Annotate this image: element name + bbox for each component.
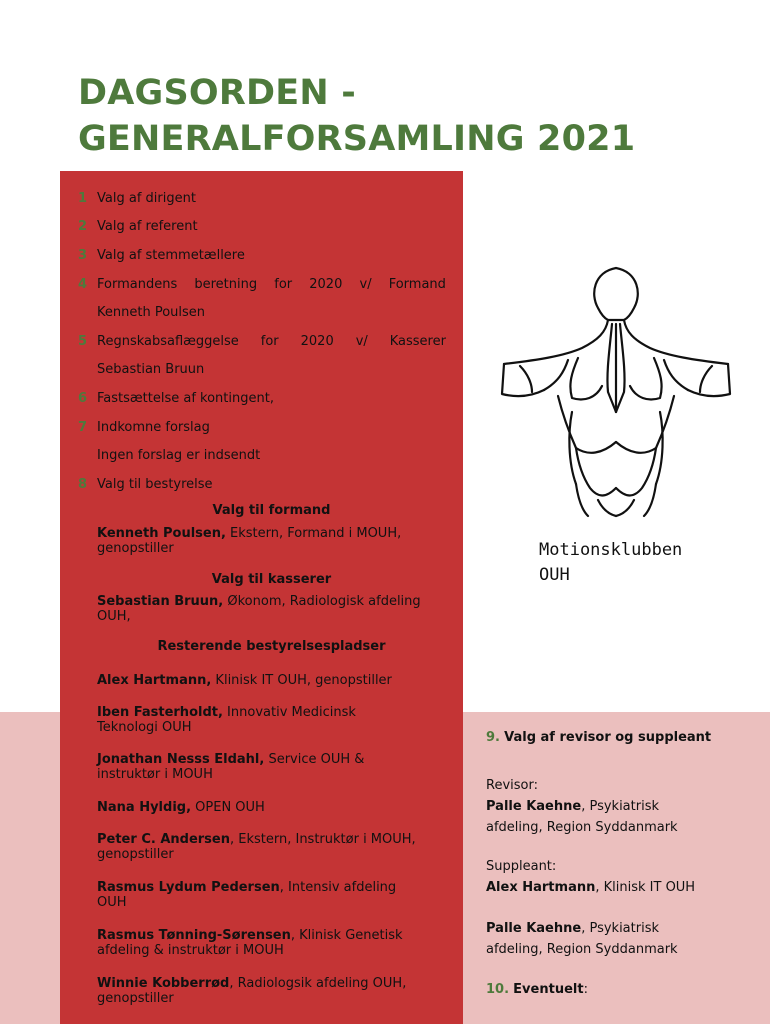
- candidate-details-line2: OUH,: [97, 609, 131, 624]
- agenda-number: 1: [78, 191, 88, 206]
- member-name: Rasmus Tønning-Sørensen: [97, 928, 291, 943]
- agenda-number: 10.: [486, 982, 510, 997]
- member-name: Rasmus Lydum Pedersen: [97, 880, 280, 895]
- agenda-item: Valg til bestyrelse: [97, 477, 213, 492]
- revisor-label: Revisor:: [486, 778, 538, 793]
- candidate-kasserer: [97, 594, 447, 624]
- member-details: Service OUH &: [264, 752, 365, 767]
- member-name: Winnie Kobberrød: [97, 976, 230, 991]
- agenda-number: 9.: [486, 730, 500, 745]
- member-details: Innovativ Medicinsk: [222, 705, 356, 720]
- board-member: [97, 752, 447, 782]
- section-heading-formand: Valg til formand: [212, 503, 331, 518]
- logo-caption-line1: Motionsklubben: [539, 540, 683, 560]
- member-name: Alex Hartmann,: [97, 673, 212, 688]
- member-details: Klinisk IT OUH, genopstiller: [211, 673, 392, 688]
- agenda-number: 6: [78, 391, 88, 406]
- page-title: [78, 70, 635, 162]
- agenda-word: v/: [355, 334, 368, 349]
- agenda-word: Regnskabsaflæggelse: [97, 334, 239, 349]
- suppleant-details: , Psykiatrisk: [581, 921, 660, 936]
- member-details: , Intensiv afdeling: [279, 880, 397, 895]
- member-details-line2: Teknologi OUH: [97, 720, 192, 735]
- board-member: [97, 880, 447, 910]
- revisor-block: [486, 775, 726, 838]
- agenda-word: Formandens: [97, 277, 178, 292]
- agenda-number: 8: [78, 477, 88, 492]
- agenda-item: Valg af referent: [97, 219, 198, 234]
- member-name: Nana Hyldig,: [97, 800, 192, 815]
- member-name: Iben Fasterholdt,: [97, 705, 223, 720]
- agenda-word: 2020: [309, 277, 343, 292]
- agenda-item-continuation: Ingen forslag er indsendt: [97, 448, 261, 463]
- suppleant-label: Suppleant:: [486, 859, 557, 874]
- board-member: [97, 705, 447, 735]
- revisor-details-line2: afdeling, Region Syddanmark: [486, 820, 678, 835]
- logo-caption: [539, 538, 682, 588]
- candidate-name: Kenneth Poulsen,: [97, 526, 226, 541]
- board-member: [97, 928, 447, 958]
- agenda-number: 7: [78, 420, 88, 435]
- suppleant-name: Palle Kaehne: [486, 921, 582, 936]
- agenda-item-colon: :: [583, 982, 588, 997]
- revisor-details: , Psykiatrisk: [581, 799, 660, 814]
- agenda-item-10: [486, 979, 726, 1000]
- agenda-item-text: Eventuelt: [513, 982, 584, 997]
- agenda-item-9: [486, 727, 726, 748]
- agenda-word: v/: [359, 277, 372, 292]
- member-details: OPEN OUH: [191, 800, 265, 815]
- suppleant-name: Alex Hartmann: [486, 880, 596, 895]
- agenda-item: Valg af stemmetællere: [97, 248, 245, 263]
- agenda-number: 5: [78, 334, 88, 349]
- member-details-line2: instruktør i MOUH: [97, 767, 213, 782]
- agenda-item: [97, 334, 446, 349]
- member-details-line2: genopstiller: [97, 847, 174, 862]
- board-member: [97, 976, 447, 1006]
- agenda-number: 4: [78, 277, 88, 292]
- candidate-details: Ekstern, Formand i MOUH,: [225, 526, 402, 541]
- agenda-word: Formand: [388, 277, 446, 292]
- suppleant-block-2: [486, 918, 726, 960]
- title-line-2: GENERALFORSAMLING 2021: [78, 119, 636, 159]
- agenda-item: Valg af dirigent: [97, 191, 196, 206]
- agenda-item: [97, 277, 446, 292]
- board-member: [97, 832, 447, 862]
- candidate-details-line2: genopstiller: [97, 541, 174, 556]
- suppleant-details: , Klinisk IT OUH: [595, 880, 696, 895]
- agenda-word: beretning: [194, 277, 258, 292]
- agenda-number: 3: [78, 248, 88, 263]
- agenda-item: Indkomne forslag: [97, 420, 210, 435]
- agenda-item-continuation: Kenneth Poulsen: [97, 305, 206, 320]
- agenda-word: Kasserer: [389, 334, 446, 349]
- title-line-1: DAGSORDEN -: [78, 73, 356, 113]
- muscle-back-logo-icon: [498, 262, 734, 522]
- candidate-details: Økonom, Radiologisk afdeling: [223, 594, 421, 609]
- agenda-item-text: Valg af revisor og suppleant: [504, 730, 712, 745]
- agenda-number: 2: [78, 219, 88, 234]
- member-name: Jonathan Nesss Eldahl,: [97, 752, 265, 767]
- board-member: [97, 800, 447, 815]
- member-details: , Ekstern, Instruktør i MOUH,: [229, 832, 416, 847]
- board-member: [97, 673, 447, 688]
- section-heading-bestyrelse: Resterende bestyrelsespladser: [157, 639, 386, 654]
- agenda-word: 2020: [300, 334, 334, 349]
- agenda-word: for: [260, 334, 279, 349]
- member-details: , Klinisk Genetisk: [290, 928, 403, 943]
- agenda-item: Fastsættelse af kontingent,: [97, 391, 274, 406]
- candidate-name: Sebastian Bruun,: [97, 594, 224, 609]
- agenda-word: for: [274, 277, 293, 292]
- agenda-item-continuation: Sebastian Bruun: [97, 362, 205, 377]
- suppleant-details-line2: afdeling, Region Syddanmark: [486, 942, 678, 957]
- logo-caption-line2: OUH: [539, 565, 570, 585]
- member-name: Peter C. Andersen: [97, 832, 230, 847]
- section-heading-kasserer: Valg til kasserer: [211, 572, 332, 587]
- member-details: , Radiologsik afdeling OUH,: [229, 976, 407, 991]
- member-details-line2: OUH: [97, 895, 127, 910]
- revisor-name: Palle Kaehne: [486, 799, 582, 814]
- suppleant-block: [486, 856, 726, 898]
- candidate-formand: [97, 526, 447, 556]
- member-details-line2: genopstiller: [97, 991, 174, 1006]
- member-details-line2: afdeling & instruktør i MOUH: [97, 943, 284, 958]
